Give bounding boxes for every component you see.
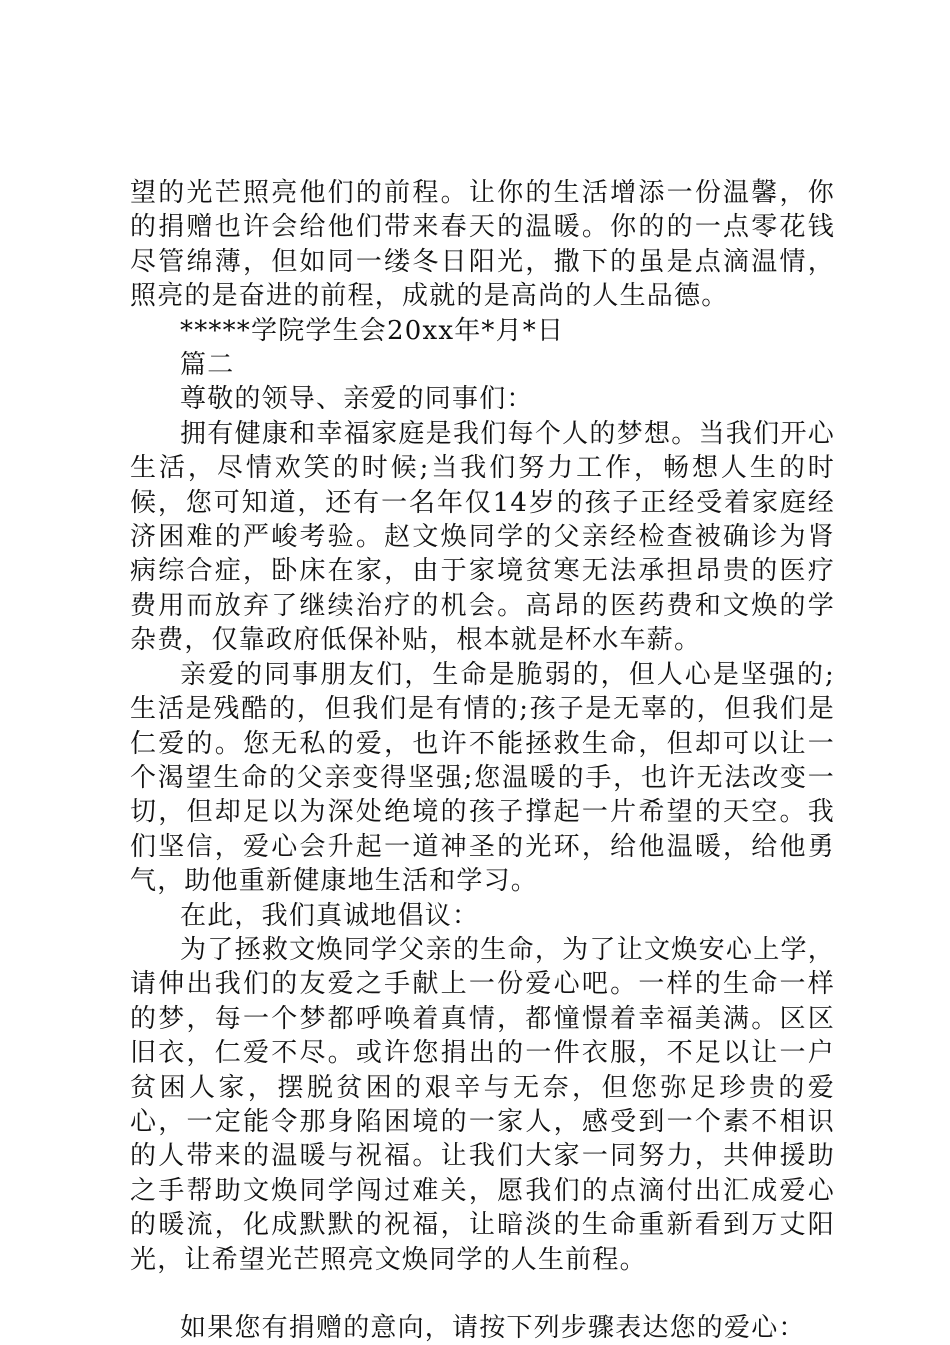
salutation: 尊敬的领导、亲爱的同事们： xyxy=(180,384,534,415)
paragraph-5: 如果您有捐赠的意向，请按下列步骤表达您的爱心： xyxy=(180,1313,806,1343)
blank-line xyxy=(130,1277,835,1311)
paragraph-2: 亲爱的同事朋友们，生命是脆弱的，但人心是坚强的;生活是残酷的，但我们是有情的;孩子是无辜的，但我们是仁爱的。您无私的爱，也许不能拯救生命，但却可以让一个渴望生命的父亲变得坚强;您温暖的手，也许无法改变一切，但却足以为深处绝境的孩子撑起一片希望的天空。我们坚信，爱心会升起一道神圣的光环，给他温暖，给他勇气，助他重新健康地生活和学习。 xyxy=(130,659,835,897)
section-heading: 篇二 xyxy=(180,350,235,381)
signature-line: *****学院学生会20xx年*月*日 xyxy=(180,315,565,346)
document-body xyxy=(130,176,835,1345)
paragraph-1: 拥有健康和幸福家庭是我们每个人的梦想。当我们开心生活，尽情欢笑的时候;当我们努力工作，畅想人生的时候，您可知道，还有一名年仅14岁的孩子正经受着家庭经济困难的严峻考验。赵文焕同学的父亲经检查被确诊为肾病综合症，卧床在家，由于家境贫寒无法承担昂贵的医疗费用而放弃了继续治疗的机会。高昂的医药费和文焕的学杂费，仅靠政府低保补贴，根本就是杯水车薪。 xyxy=(130,418,835,656)
paragraph-3: 在此，我们真诚地倡议： xyxy=(180,900,480,931)
paragraph-continuation: 望的光芒照亮他们的前程。让你的生活增添一份温馨，你的捐赠也许会给他们带来春天的温暖。你的的一点零花钱尽管绵薄，但如同一缕冬日阳光，撒下的虽是点滴温情，照亮的是奋进的前程，成就的是高尚的人生品德。 xyxy=(130,178,835,312)
paragraph-4: 为了拯救文焕同学父亲的生命，为了让文焕安心上学，请伸出我们的友爱之手献上一份爱心吧。一样的生命一样的梦，每一个梦都呼唤着真情，都憧憬着幸福美满。区区旧衣，仁爱不尽。或许您捐出的一件衣服，不足以让一户贫困人家，摆脱贫困的艰辛与无奈，但您弥足珍贵的爱心，一定能令那身陷困境的一家人，感受到一个素不相识的人带来的温暖与祝福。让我们大家一同努力，共伸援助之手帮助文焕同学闯过难关，愿我们的点滴付出汇成爱心的暖流，化成默默的祝福，让暗淡的生命重新看到万丈阳光，让希望光芒照亮文焕同学的人生前程。 xyxy=(130,934,835,1275)
